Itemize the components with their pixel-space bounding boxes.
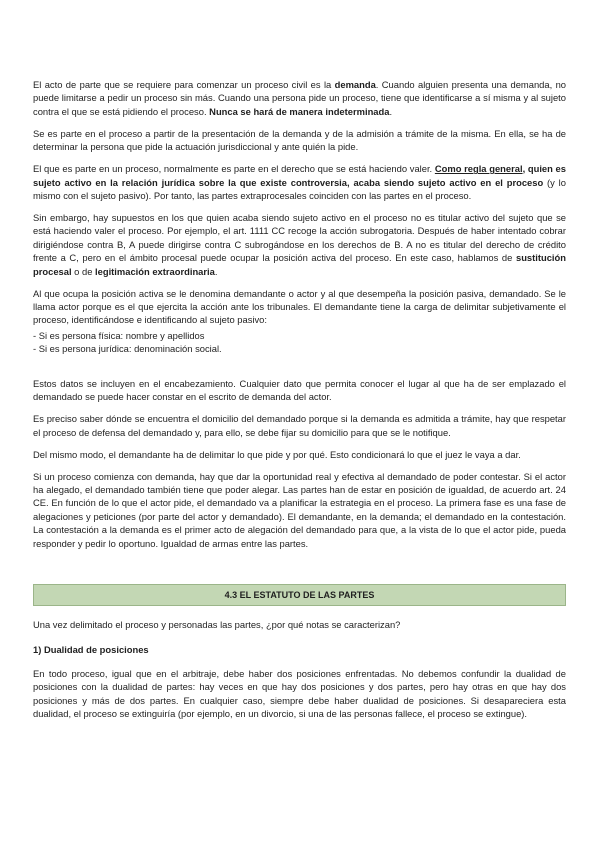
identification-list	[33, 329, 566, 356]
bold-sujeto-activo: , quien es sujeto activo en la relación jurídica sobre la que existe controversia, acaba siendo sujeto activo en el proceso	[33, 163, 566, 188]
term-demanda: demanda	[334, 79, 376, 90]
paragraph-notas: Una vez delimitado el proceso y personadas las partes, ¿por qué notas se caracterizan?	[33, 618, 401, 630]
paragraph-encabezamiento: Estos datos se incluyen en el encabezamiento. Cualquier dato que permita conocer el lugar al que ha de ser emplazado el demandado se puede hacer constar en el escrito de demanda del actor.	[33, 377, 566, 403]
list-item: - Si es persona jurídica: denominación social.	[33, 343, 222, 355]
section-heading-bar: 4.3 EL ESTATUTO DE LAS PARTES	[33, 584, 566, 606]
paragraph-regla-general: El que es parte en un proceso, normalmente es parte en el derecho que se está haciendo valer. Como regla general, quien es sujeto activo en la relación jurídica sobre la que existe controversia, acaba siendo sujeto activo en el proceso (y lo mismo con el sujeto pasivo). Por tanto, las partes extraprocesales coinciden con las partes en el proceso.	[33, 163, 566, 202]
paragraph-igualdad-armas: Si un proceso comienza con demanda, hay que dar la oportunidad real y efectiva al demandado de poder contestar. Si el actor ha alegado, el demandado también tiene que poder alegar. Las partes han de estar en posición de igualdad, de acuerdo art. 24 CE. En función de lo que el actor pide, el demandado va a planificar la estrategia en el proceso. La primera fase es una fase de alegaciones y peticiones (por parte del actor y demandado). El demandante, en la demanda; el demandado en la contestación. La contestación a la demanda es el primer acto de alegación del demandado para que, a la vista de lo que el actor pide, pueda responder y pedir lo oportuno. Igualdad de armas entre las partes.	[33, 470, 566, 549]
paragraph-sustitucion-procesal: Sin embargo, hay supuestos en los que quien acaba siendo sujeto activo en el proceso no es titular activo del sujeto que se está haciendo valer el proceso. Por ejemplo, el art. 1111 CC recoge la acción subrogatoria. Después de haber intentado cobrar dirigiéndose contra B, A puede dirigirse contra C subrogándose en los derechos de B. A no es titular del derecho de crédito frente a C, pero en el ámbito procesal puede ocupar la posición activa del proceso. En este caso, hablamos de sustitución procesal o de legitimación extraordinaria.	[33, 212, 566, 277]
list-item: - Si es persona física: nombre y apellidos	[33, 329, 205, 341]
subheading-dualidad: 1) Dualidad de posiciones	[33, 644, 149, 656]
paragraph-dualidad-posiciones: En todo proceso, igual que en el arbitraje, debe haber dos posiciones enfrentadas. No debemos confundir la dualidad de posiciones con la dualidad de partes: hay veces en que hay dos posiciones y dos partes, pero hay otras en que hay dos posiciones y más de dos partes. En cualquier caso, siempre debe haber dualidad de posiciones. Si desapareciera esta dualidad, el proceso se extinguiría (por ejemplo, en un divorcio, si una de las personas fallece, el proceso se extingue).	[33, 667, 566, 719]
paragraph-delimitar-pedido: Del mismo modo, el demandante ha de delimitar lo que pide y por qué. Esto condicionará lo que el juez le vaya a dar.	[33, 448, 521, 460]
paragraph-domicilio: Es preciso saber dónde se encuentra el domicilio del demandado porque si la demanda es admitida a trámite, hay que respetar el proceso de defensa del demandado y, para ello, se debe fijar su domicilio para que se le notifique.	[33, 413, 566, 438]
document-page	[33, 78, 566, 729]
paragraph-demandante-demandado: Al que ocupa la posición activa se le denomina demandante o actor y al que desempeña la posición pasiva, demandado. Se le llama actor porque es el que ejercita la acción ante los tribunales. El demandante tiene la carga de delimitar subjetivamente el proceso, identificándose e identificando al sujeto pasivo:	[33, 287, 566, 326]
emphasis-indeterminada: Nunca se hará de manera indeterminada	[209, 105, 390, 117]
paragraph-demanda: El acto de parte que se requiere para comenzar un proceso civil es la demanda. Cuando alguien presenta una demanda, no puede limitarse a pedir un proceso sin más. Cuando una persona pide un proceso, tiene que identificarse a sí misma y al sujeto contra el que se está pidiendo el proceso. Nunca se hará de manera indeterminada.	[33, 79, 566, 117]
paragraph-ser-parte: Se es parte en el proceso a partir de la presentación de la demanda y de la admisión a trámite de la misma. En ella, se ha de determinar la persona que pide la actuación jurisdiccional y ante quién la pide.	[33, 127, 566, 153]
underlined-regla-general: Como regla general	[434, 163, 523, 175]
term-sustitucion-procesal: sustitución procesal	[33, 252, 566, 277]
term-legitimacion-extraordinaria: legitimación extraordinaria	[95, 265, 215, 277]
